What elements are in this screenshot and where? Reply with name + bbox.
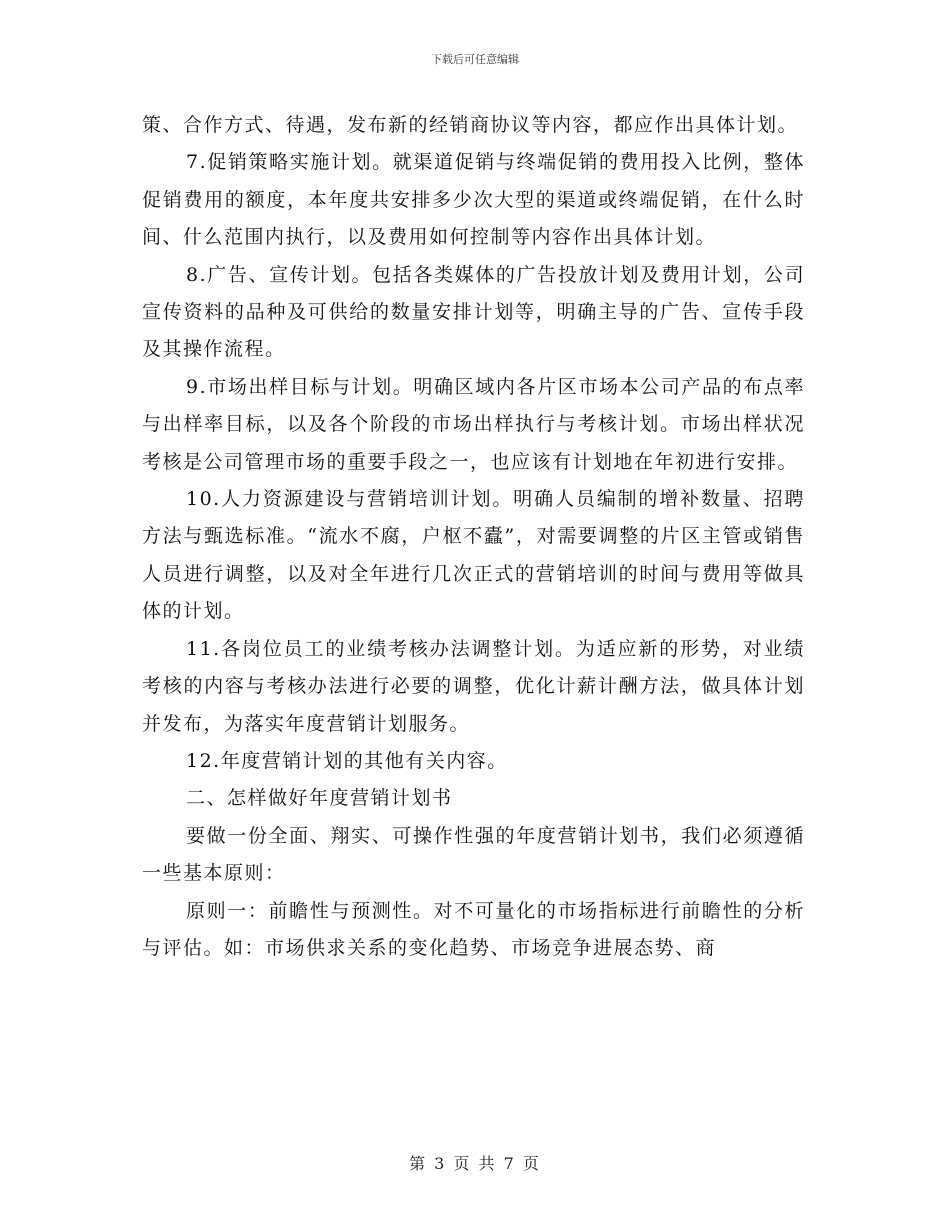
paragraph-item-11: 11.各岗位员工的业绩考核办法调整计划。为适应新的形势，对业绩考核的内容与考核办法进行必要的调整，优化计薪计酬方法，做具体计划并发布，为落实年度营销计划服务。 <box>142 637 805 735</box>
paragraph-continuation: 策、合作方式、待遇，发布新的经销商协议等内容，都应作出具体计划。 <box>142 114 799 136</box>
paragraph-item-7: 7.促销策略实施计划。就渠道促销与终端促销的费用投入比例，整体促销费用的额度，本年度共安排多少次大型的渠道或终端促销，在什么时间、什么范围内执行，以及费用如何控制等内容作出具体计划。 <box>142 151 805 249</box>
paragraph-intro: 要做一份全面、翔实、可操作性强的年度营销计划书，我们必须遵循一些基本原则： <box>142 824 805 885</box>
page-number: 第 3 页 共 7 页 <box>409 1154 541 1173</box>
paragraph-item-10: 10.人力资源建设与营销培训计划。明确人员编制的增补数量、招聘方法与甄选标准。“流水不腐，户枢不蠹”，对需要调整的片区主管或销售人员进行调整，以及对全年进行几次正式的营销培训的时间与费用等做具体的计划。 <box>142 488 805 623</box>
document-body <box>142 107 805 967</box>
section-heading: 二、怎样做好年度营销计划书 <box>186 787 453 810</box>
paragraph-item-12: 12.年度营销计划的其他有关内容。 <box>186 749 508 772</box>
paragraph-item-8: 8.广告、宣传计划。包括各类媒体的广告投放计划及费用计划，公司宣传资料的品种及可供给的数量安排计划等，明确主导的广告、宣传手段及其操作流程。 <box>142 263 805 361</box>
page-header: 下载后可任意编辑 <box>431 53 519 66</box>
paragraph-item-9: 9.市场出样目标与计划。明确区域内各片区市场本公司产品的布点率与出样率目标，以及各个阶段的市场出样执行与考核计划。市场出样状况考核是公司管理市场的重要手段之一，也应该有计划地在年初进行安排。 <box>142 375 805 473</box>
paragraph-principle-1: 原则一：前瞻性与预测性。对不可量化的市场指标进行前瞻性的分析与评估。如：市场供求关系的变化趋势、市场竞争进展态势、商 <box>142 899 805 959</box>
